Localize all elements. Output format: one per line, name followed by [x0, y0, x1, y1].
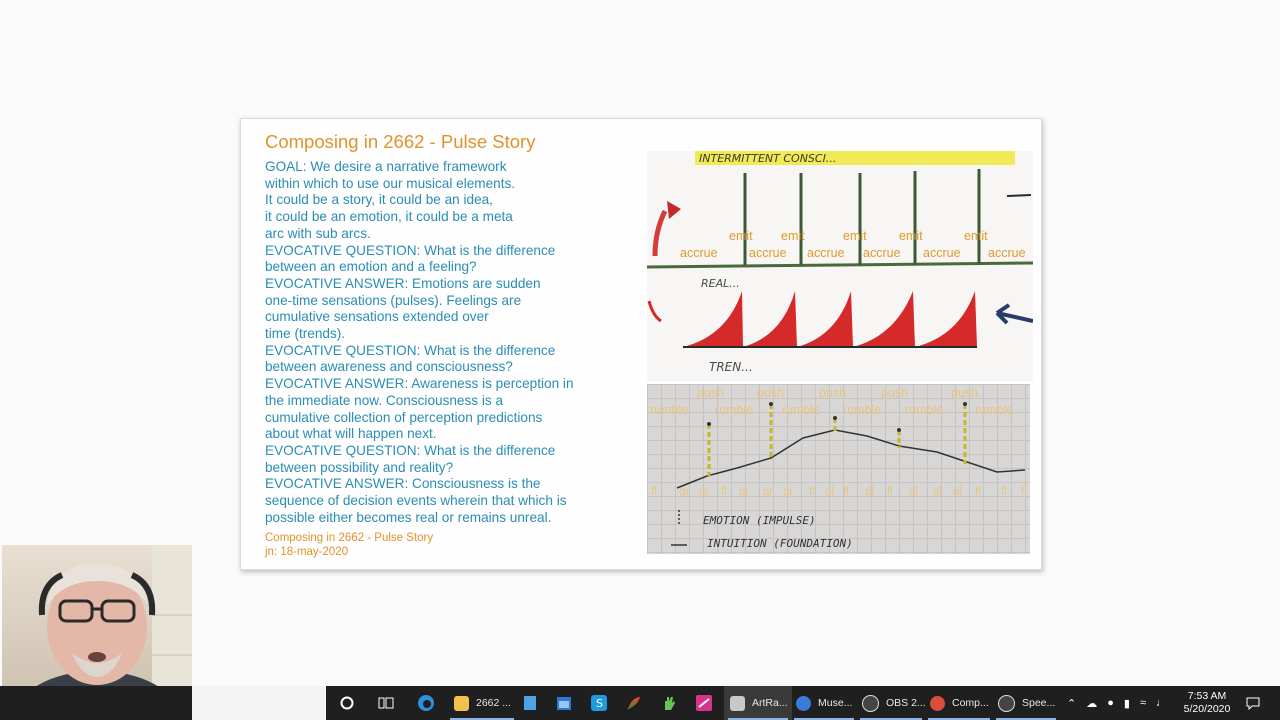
- bottom-label: fl: [809, 486, 815, 498]
- footer-title: Composing in 2662 - Pulse Story: [265, 532, 434, 544]
- slide-body-line: cumulative sensations extended over: [265, 309, 489, 325]
- sketch-graph-image: [647, 384, 1030, 554]
- system-tray: [1062, 686, 1172, 720]
- task-view-icon[interactable]: [372, 686, 400, 720]
- slide-body-line: it could be an emotion, it could be a meta: [265, 209, 513, 225]
- bottom-label: dl: [825, 486, 834, 498]
- bottom-label: gr: [699, 486, 710, 498]
- push-label: push: [951, 386, 979, 400]
- rumble-label: rumble: [975, 403, 1014, 417]
- bottom-label: dl: [933, 486, 942, 498]
- bottom-label: fl: [1021, 486, 1027, 498]
- bottom-label: fl: [843, 486, 849, 498]
- slide-body-line: about what will happen next.: [265, 426, 437, 442]
- cortana-icon[interactable]: [334, 686, 360, 720]
- wifi-icon[interactable]: ≈: [1139, 697, 1146, 709]
- bottom-label: gr: [783, 486, 794, 498]
- bottom-label: gr: [679, 486, 690, 498]
- svg-text:S: S: [596, 697, 603, 710]
- taskbar: [0, 686, 1280, 720]
- slide-body-line: GOAL: We desire a narrative framework: [265, 159, 507, 174]
- emit-label: emit: [899, 229, 923, 243]
- accrue-label: accrue: [863, 246, 901, 260]
- bottom-label: gr: [739, 486, 750, 498]
- rumble-label: rumble: [843, 403, 882, 417]
- bottom-label: gr: [763, 486, 774, 498]
- legend-emotion: EMOTION (IMPULSE): [703, 514, 816, 527]
- folder-icon: [454, 696, 469, 711]
- accrue-label: accrue: [988, 246, 1026, 260]
- taskbar-app-musescore[interactable]: [790, 686, 858, 720]
- slide-body-line: sequence of decision events wherein that which is: [265, 493, 567, 509]
- file-icon[interactable]: [516, 686, 544, 720]
- obs-icon: [862, 695, 879, 712]
- notification-icon[interactable]: [1240, 686, 1266, 720]
- clock-time: 7:53 AM: [1187, 690, 1227, 702]
- taskbar-search-box[interactable]: [192, 686, 326, 720]
- slide-body-line: EVOCATIVE ANSWER: Emotions are sudden: [265, 275, 541, 291]
- microphone-icon[interactable]: ●: [1107, 697, 1114, 709]
- app-label: ArtRa...: [752, 697, 788, 709]
- rumble-label: rumble: [782, 403, 821, 417]
- clock-date: 5/20/2020: [1183, 703, 1231, 715]
- accrue-label: accrue: [923, 246, 961, 260]
- sketch-pulses-image: [647, 151, 1033, 381]
- paint-app-icon[interactable]: [690, 686, 718, 720]
- slide-body-line: EVOCATIVE QUESTION: What is the difference: [265, 342, 556, 358]
- app-label: Comp...: [952, 697, 989, 709]
- chevron-up-icon[interactable]: ⌃: [1067, 697, 1077, 710]
- volume-icon[interactable]: ♩: [1155, 697, 1167, 709]
- taskbar-app-file-explorer[interactable]: [446, 686, 518, 720]
- taskbar-app-artrage[interactable]: [724, 686, 792, 720]
- bottom-label: fl: [651, 486, 657, 498]
- edge-icon[interactable]: [412, 686, 440, 720]
- push-label: push: [757, 386, 785, 400]
- rumble-label: rumble: [715, 403, 754, 417]
- slide-body-line: arc with sub arcs.: [265, 225, 371, 241]
- rumble-label: rumble: [650, 403, 689, 417]
- musescore-icon: [796, 696, 811, 711]
- app-label: Muse...: [818, 697, 853, 709]
- accrue-label: accrue: [807, 246, 845, 260]
- slide-title: Composing in 2662 - Pulse Story: [265, 131, 536, 152]
- slide-body-line: EVOCATIVE QUESTION: What is the difference: [265, 242, 556, 258]
- taskbar-app-obs[interactable]: [856, 686, 926, 720]
- slide-body-line: between an emotion and a feeling?: [265, 259, 477, 275]
- push-label: push: [697, 386, 725, 400]
- slide-body-line: within which to use our musical elements.: [265, 175, 516, 191]
- slide-body-line: EVOCATIVE ANSWER: Awareness is perception in: [265, 376, 574, 392]
- slide-body-line: cumulative collection of perception predictions: [265, 409, 543, 425]
- calendar-icon[interactable]: [550, 686, 578, 720]
- emit-label: emit: [964, 229, 988, 243]
- gauge-icon: [998, 695, 1015, 712]
- slide-body-line: between awareness and consciousness?: [265, 359, 513, 375]
- handwritten-header: INTERMITTENT CONSCI...: [699, 152, 837, 165]
- taskbar-clock[interactable]: [1176, 690, 1238, 716]
- emit-label: emit: [729, 229, 753, 243]
- bottom-label: fl: [1001, 486, 1007, 498]
- slide-body-line: the immediate now. Consciousness is a: [265, 392, 504, 408]
- slide-body-line: between possibility and reality?: [265, 459, 454, 475]
- app-label: 2662 ...: [476, 697, 512, 709]
- sketch-graph-drawing: [647, 384, 1030, 554]
- slide-body-line: one-time sensations (pulses). Feelings are: [265, 292, 522, 308]
- hand-icon[interactable]: [655, 686, 683, 720]
- bottom-label: dl: [865, 486, 874, 498]
- emit-label: emit: [781, 229, 805, 243]
- push-label: push: [819, 386, 847, 400]
- chrome-icon: [930, 696, 945, 711]
- bottom-label: fl: [721, 486, 727, 498]
- taskbar-app-speedtest[interactable]: [992, 686, 1060, 720]
- app-label: OBS 2...: [886, 697, 926, 709]
- slide-body-line: time (trends).: [265, 326, 346, 342]
- skype-icon[interactable]: [585, 686, 613, 720]
- slide: [240, 118, 1042, 570]
- sketch-pulses-drawing: [647, 151, 1033, 381]
- accrue-label: accrue: [749, 246, 787, 260]
- onedrive-icon[interactable]: ☁: [1086, 697, 1098, 710]
- bottom-label: dl: [909, 486, 918, 498]
- push-label: push: [881, 386, 909, 400]
- emit-label: emit: [843, 229, 867, 243]
- slide-body-line: It could be a story, it could be an idea,: [265, 192, 493, 208]
- slide-body-line: possible either becomes real or remains unreal.: [265, 509, 552, 525]
- artrage-icon: [730, 696, 745, 711]
- handwritten-trend: TREN...: [709, 360, 753, 374]
- slide-body: [265, 159, 615, 526]
- app-label: Spee...: [1022, 697, 1056, 709]
- bottom-label: fl: [975, 486, 981, 498]
- handwritten-real: REAL...: [701, 277, 740, 290]
- slide-body-line: EVOCATIVE QUESTION: What is the difference: [265, 442, 556, 458]
- slide-body-line: EVOCATIVE ANSWER: Consciousness is the: [265, 476, 541, 492]
- footer-date: jn: 18-may-2020: [265, 546, 349, 558]
- accrue-label: accrue: [680, 246, 718, 260]
- feather-icon[interactable]: [620, 686, 648, 720]
- taskbar-app-chrome[interactable]: [924, 686, 994, 720]
- rumble-label: rumble: [905, 403, 944, 417]
- slide-footer: [265, 531, 433, 559]
- bottom-label: fl: [887, 486, 893, 498]
- legend-intuition: INTUITION (FOUNDATION): [707, 537, 853, 550]
- bottom-label: dl: [953, 486, 962, 498]
- battery-icon[interactable]: ▮: [1123, 697, 1130, 710]
